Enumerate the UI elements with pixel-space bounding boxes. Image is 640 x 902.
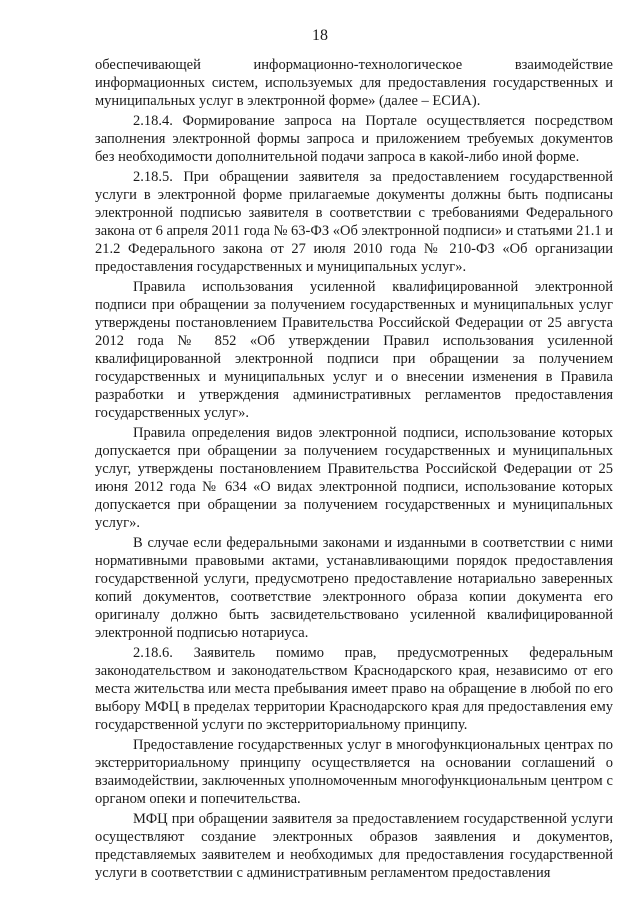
page-number: 18 — [312, 27, 328, 44]
paragraph-esia-continuation: обеспечивающей информационно-технологическое взаимодействие информационных систем, используемых для предоставления государственных и муниципальных услуг в электронной форме» (далее – ЕСИА). — [95, 57, 613, 109]
paragraph-mfc-electronic-images: МФЦ при обращении заявителя за предоставлением государственной услуги осуществляют создание электронных образов заявления и документов, представляемых заявителем и необходимых для предоставления государственной услуги в соответствии с административным регламентом предоставления — [95, 811, 613, 881]
paragraph-2-18-5: 2.18.5. При обращении заявителя за предоставлением государственной услуги в электронной форме прилагаемые документы должны быть подписаны электронной подписью заявителя в соответствии с требованиями Федерального закона от 6 апреля 2011 года № 63-ФЗ «Об электронной подписи» и статьями 21.1 и 21.2 Федерального закона от 27 июля 2010 года № 210-ФЗ «Об организации предоставления государственных и муниципальных услуг». — [95, 169, 614, 275]
paragraph-2-18-6: 2.18.6. Заявитель помимо прав, предусмотренных федеральным законодательством и законодательством Краснодарского края, независимо от его места жительства или места пребывания имеет право на обращение в любой по его выбору МФЦ в пределах территории Краснодарского края для предоставления ему государственной услуги по экстерриториальному принципу. — [95, 645, 613, 733]
paragraph-qualified-signature-rules: Правила использования усиленной квалифицированной электронной подписи при обращении за получением государственных и муниципальных услуг утверждены постановлением Правительства Российской Федерации от 25 августа 2012 года № 852 «Об утверждении Правил использования усиленной квалифицированной электронной подписи при обращении за получением государственных и муниципальных услуг и о внесении изменения в Правила разработки и утверждения административных регламентов предоставления государственных услуг». — [95, 279, 613, 421]
paragraph-signature-types-rules: Правила определения видов электронной подписи, использование которых допускается при обращении за получением государственных и муниципальных услуг, утверждены постановлением Правительства Российской Федерации от 25 июня 2012 года № 634 «О видах электронной подписи, использование которых допускается при обращении за получением государственных и муниципальных услуг». — [95, 425, 613, 531]
paragraph-notarized-copies: В случае если федеральными законами и изданными в соответствии с ними нормативными правовыми актами, устанавливающими порядок предоставления государственной услуги, предусмотрено предоставление нотариально заверенных копий документов, соответствие электронного образа копии документа его оригиналу должно быть засвидетельствовано усиленной квалифицированной электронной подписью нотариуса. — [95, 535, 613, 641]
document-body — [95, 56, 613, 882]
paragraph-2-18-4: 2.18.4. Формирование запроса на Портале осуществляется посредством заполнения электронной формы запроса и приложением требуемых документов без необходимости дополнительной подачи запроса в какой-либо иной форме. — [95, 113, 613, 165]
paragraph-extraterritorial-services: Предоставление государственных услуг в многофункциональных центрах по экстерриториальному принципу осуществляется на основании соглашений о взаимодействии, заключенных уполномоченным многофункциональным центром с органом опеки и попечительства. — [95, 737, 613, 807]
